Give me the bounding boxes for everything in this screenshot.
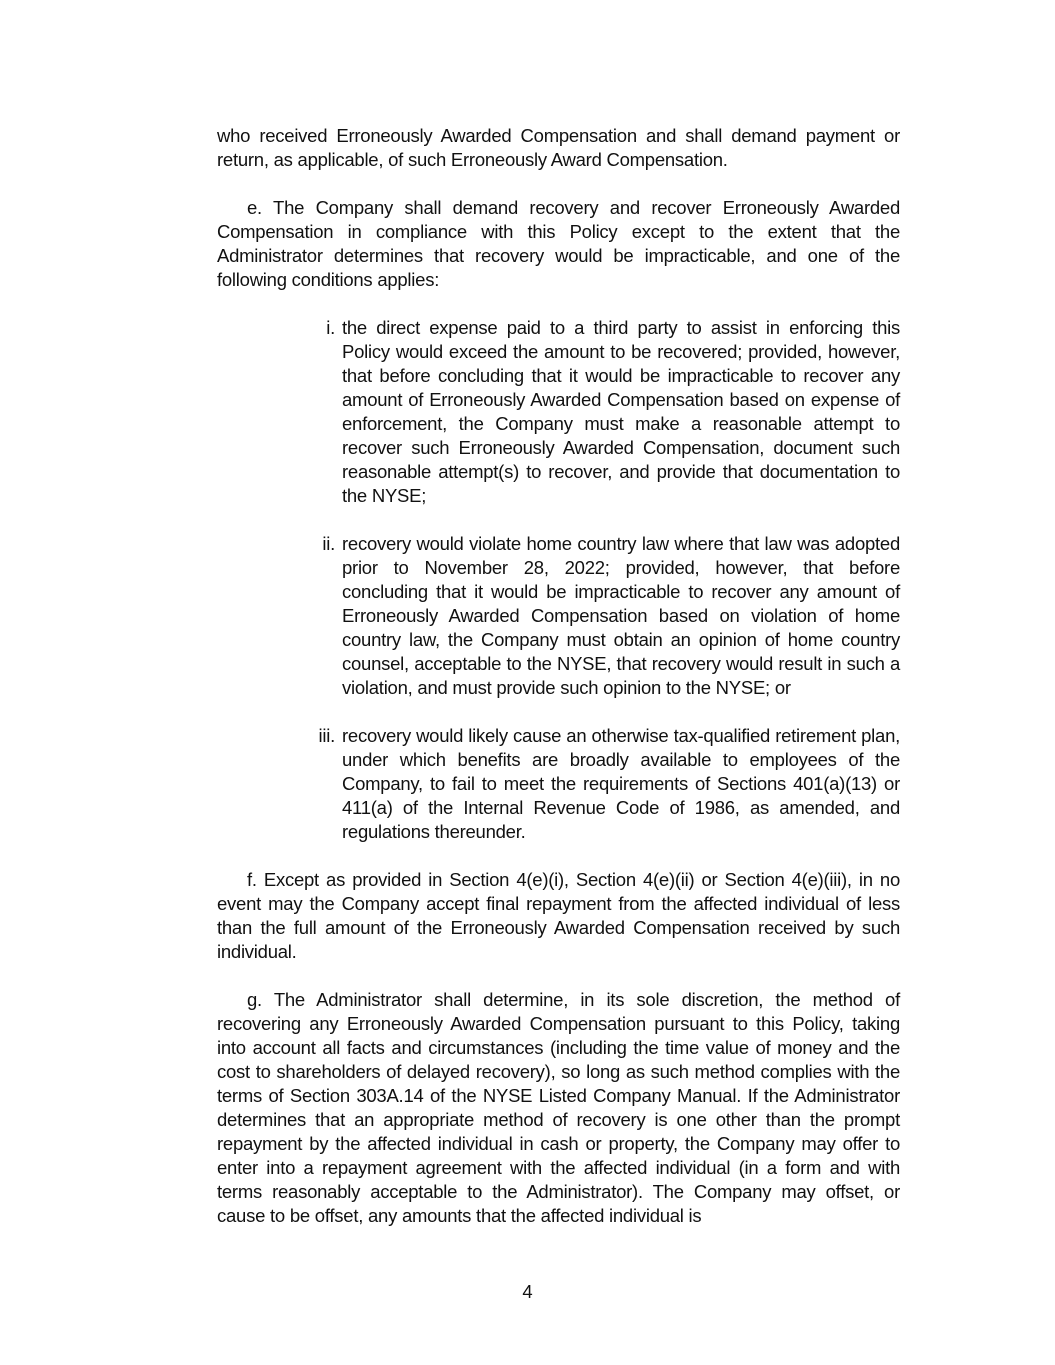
- section-f-paragraph: f. Except as provided in Section 4(e)(i), Section 4(e)(ii) or Section 4(e)(iii), in no event may the Company accept final repayment from the affected individual of less than the full amount of the Erroneously Awarded Compensation received by such individual.: [217, 869, 900, 962]
- list-marker-iii: iii.: [318, 725, 335, 746]
- list-item: [217, 724, 900, 844]
- section-e-paragraph: e. The Company shall demand recovery and recover Erroneously Awarded Compensation in compliance with this Policy except to the extent that the Administrator determines that recovery would be impracticable, and one of the following conditions applies:: [217, 197, 900, 290]
- list-marker-ii: ii.: [322, 533, 335, 554]
- list-item: [217, 316, 900, 508]
- list-marker-i: i.: [326, 317, 335, 338]
- list-item: [217, 532, 900, 700]
- list-item-text: recovery would violate home country law where that law was adopted prior to November 28, 2022; provided, however, that before concluding that it would be impracticable to recover any amount of Erroneously Awarded Compensation based on violation of home country law, the Company must obtain an opinion of home country counsel, acceptable to the NYSE, that recovery would result in such a violation, and must provide such opinion to the NYSE; or: [342, 533, 900, 698]
- list-item-text: recovery would likely cause an otherwise tax-qualified retirement plan, under which benefits are broadly available to employees of the Company, to fail to meet the requirements of Sections 401(a)(13) or 411(a) of the Internal Revenue Code of 1986, as amended, and regulations thereunder.: [342, 725, 900, 842]
- list-item-text: the direct expense paid to a third party to assist in enforcing this Policy would exceed the amount to be recovered; provided, however, that before concluding that it would be impracticable to recover any amount of Erroneously Awarded Compensation based on expense of enforcement, the Company must make a reasonable attempt to recover such Erroneously Awarded Compensation, document such reasonable attempt(s) to recover, and provide that documentation to the NYSE;: [342, 317, 900, 506]
- section-g-paragraph: g. The Administrator shall determine, in its sole discretion, the method of recovering any Erroneously Awarded Compensation pursuant to this Policy, taking into account all facts and circumstances (including the time value of money and the cost to shareholders of delayed recovery), so long as such method complies with the terms of Section 303A.14 of the NYSE Listed Company Manual. If the Administrator determines that an appropriate method of recovery is one other than the prompt repayment by the affected individual in cash or property, the Company may offer to enter into a repayment agreement with the affected individual (in a form and with terms reasonably acceptable to the Administrator). The Company may offset, or cause to be offset, any amounts that the affected individual is: [217, 989, 900, 1226]
- document-page: [217, 124, 900, 1228]
- continuation-paragraph: who received Erroneously Awarded Compensation and shall demand payment or return, as applicable, of such Erroneously Award Compensation.: [217, 125, 900, 170]
- page-number: 4: [522, 1281, 533, 1302]
- section-e-conditions-list: [217, 316, 900, 844]
